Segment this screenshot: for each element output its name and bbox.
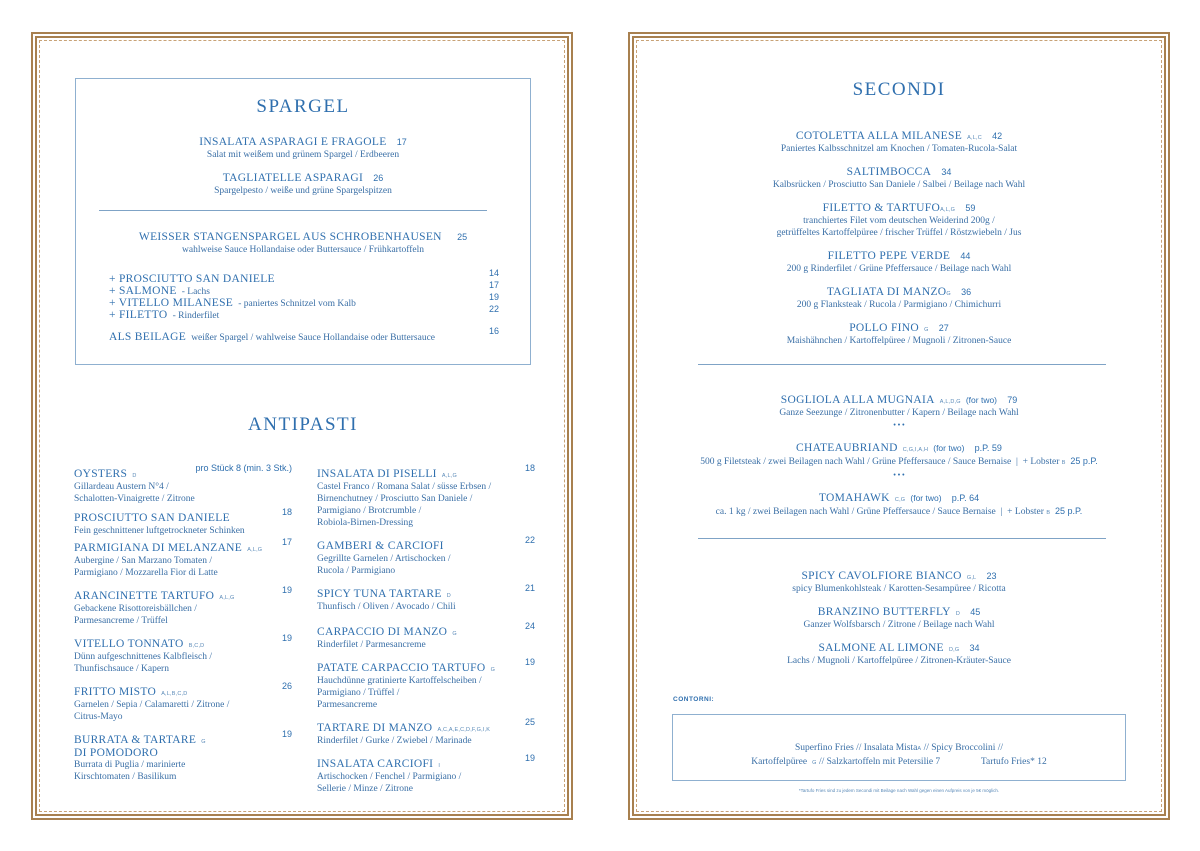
secondi-group-other [634, 564, 1164, 672]
list-item: TOMAHAWK C,G (for two) p.P. 64 ca. 1 kg / zwei Beilagen nach Wahl / Grüne Pfeffersauce / Sauce Bernaise | + Lobster B 25 p.P. [715, 492, 1083, 517]
spargel-addons [109, 267, 499, 343]
list-item: GAMBERI & CARCIOFI 22 Gegrillte Garnelen / Artischocken / Rucola / Parmigiano [317, 535, 535, 576]
divider [698, 364, 1106, 365]
addon-row: + VITELLO MILANESE - paniertes Schnitzel vom Kalb 19 [109, 292, 499, 309]
spargel-item: WEISSER STANGENSPARGEL AUS SCHROBENHAUSEN 25 wahlweise Sauce Hollandaise oder Buttersauce / Frühkartoffeln [138, 231, 468, 255]
secondi-title: SECONDI [852, 79, 946, 100]
list-item: BURRATA & TARTARE G 19 DI POMODORO Burrata di Puglia / marinierte Kirschtomaten / Basilikum [74, 729, 292, 782]
list-item: CARPACCIO DI MANZO G 24 Rinderfilet / Parmesancreme [317, 621, 535, 650]
list-item: INSALATA CARCIOFI I 19 Artischocken / Fenchel / Parmigiano / Sellerie / Minze / Zitrone [317, 753, 535, 794]
list-item: SALTIMBOCCA 34 Kalbsrücken / Prosciutto San Daniele / Salbei / Beilage nach Wahl [772, 166, 1026, 190]
dots-separator: • • • [893, 472, 905, 479]
antipasti-title: ANTIPASTI [248, 414, 358, 435]
addon-row: + FILETTO - Rinderfilet 22 [109, 304, 499, 321]
list-item: VITELLO TONNATO B,C,D 19 Dünn aufgeschnittenes Kalbfleisch / Thunfischsauce / Kapern [74, 633, 292, 674]
list-item: PATATE CARPACCIO TARTUFO G 19 Hauchdünne gratinierte Kartoffelscheiben / Parmigiano / Trüffel / Parmesancreme [317, 657, 535, 710]
dots-separator: • • • [893, 422, 905, 429]
beilage-row: ALS BEILAGE weißer Spargel / wahlweise Sauce Hollandaise oder Buttersauce 16 [109, 326, 499, 343]
contorni-label: CONTORNI: [673, 696, 715, 703]
footnote: *Tartufo Fries sind zu jedem Secondi mit Beilage nach Wahl gegen einen Aufpreis von je 5€ möglich. [798, 788, 1000, 793]
contorni-line: Kartoffelpüree G // Salzkartoffeln mit Petersilie 7 Tartufo Fries* 12 [751, 757, 1047, 767]
contorni-line: Superfino Fries // Insalata MistaA // Spicy Broccolini // [794, 743, 1004, 753]
list-item: TARTARE DI MANZO A,C,A,E,C,D,F,G,I,K 25 Rinderfilet / Gurke / Zwiebel / Marinade [317, 717, 535, 746]
antipasti-left-column [74, 462, 292, 780]
list-item: SOGLIOLA ALLA MUGNAIA A,L,D,G (for two) 79 Ganze Seezunge / Zitronenbutter / Kapern / Beilage nach Wahl [779, 394, 1019, 418]
list-item: INSALATA DI PISELLI A,L,G 18 Castel Franco / Romana Salat / süsse Erbsen / Birnenchutney / Prosciutto San Daniele / Parmigiano / Brotcrumble / Robiola-Birnen-Dressing [317, 463, 535, 528]
divider [99, 210, 487, 211]
list-item: OYSTERS D pro Stück 8 (min. 3 Stk.) Gillardeau Austern N°4 / Schalotten-Vinaigrette / Zitrone [74, 463, 292, 504]
list-item: PROSCIUTTO SAN DANIELE 18 Fein geschnittener luftgetrockneter Schinken [74, 507, 292, 536]
list-item: BRANZINO BUTTERFLY D 45 Ganzer Wolfsbarsch / Zitrone / Beilage nach Wahl [803, 606, 995, 630]
list-item: TAGLIATA DI MANZOG 36 200 g Flanksteak / Rucola / Parmigiano / Chimichurri [796, 286, 1002, 310]
list-item: COTOLETTA ALLA MILANESE A,L,C 42 Paniertes Kalbsschnitzel am Knochen / Tomaten-Rucola-Salat [780, 130, 1018, 154]
divider [698, 538, 1106, 539]
list-item: ARANCINETTE TARTUFO A,L,G 19 Gebackene Risottoreisbällchen / Parmesancreme / Trüffel [74, 585, 292, 626]
menu-page-right [628, 32, 1170, 820]
secondi-group-sharing [634, 388, 1164, 519]
menu-page-left [31, 32, 573, 820]
list-item: SPICY CAVOLFIORE BIANCO G,L 23 spicy Blumenkohlsteak / Karotten-Sesampüree / Ricotta [792, 570, 1006, 594]
list-item: POLLO FINO G 27 Maishähnchen / Kartoffelpüree / Mugnoli / Zitronen-Sauce [786, 322, 1012, 346]
addon-row: + PROSCIUTTO SAN DANIELE 14 [109, 268, 499, 285]
secondi-group-meat [634, 124, 1164, 352]
antipasti-right-column [317, 462, 535, 792]
spargel-item: INSALATA ASPARAGI E FRAGOLE 17 Salat mit weißem und grünem Spargel / Erdbeeren [199, 136, 407, 160]
list-item: PARMIGIANA DI MELANZANE A,L,G 17 Aubergine / San Marzano Tomaten / Parmigiano / Mozzarella Fior di Latte [74, 537, 292, 578]
list-item: CHATEAUBRIAND C,G,I,A,H (for two) p.P. 59 500 g Filetsteak / zwei Beilagen nach Wahl / Grüne Pfeffersauce / Sauce Bernaise | + Lobster B 25 p.P. [700, 442, 1098, 467]
list-item: SPICY TUNA TARTARE D 21 Thunfisch / Oliven / Avocado / Chili [317, 583, 535, 612]
addon-row: + SALMONE - Lachs 17 [109, 280, 499, 297]
list-item: SALMONE AL LIMONE D,G 34 Lachs / Mugnoli / Kartoffelpüree / Zitronen-Kräuter-Sauce [787, 642, 1011, 666]
spargel-item: TAGLIATELLE ASPARAGI 26 Spargelpesto / weiße und grüne Spargelspitzen [214, 172, 392, 196]
list-item: FILETTO & TARTUFOA,L,G 59 tranchiertes Filet vom deutschen Weiderind 200g / getrüffeltes Kartoffelpüree / frischer Trüffel / Röstzwiebeln / Jus [776, 202, 1022, 238]
list-item: FILETTO PEPE VERDE 44 200 g Rinderfilet / Grüne Pfeffersauce / Beilage nach Wahl [786, 250, 1012, 274]
list-item: FRITTO MISTO A,L,B,C,D 26 Garnelen / Sepia / Calamaretti / Zitrone / Citrus-Mayo [74, 681, 292, 722]
spargel-title: SPARGEL [256, 96, 350, 117]
